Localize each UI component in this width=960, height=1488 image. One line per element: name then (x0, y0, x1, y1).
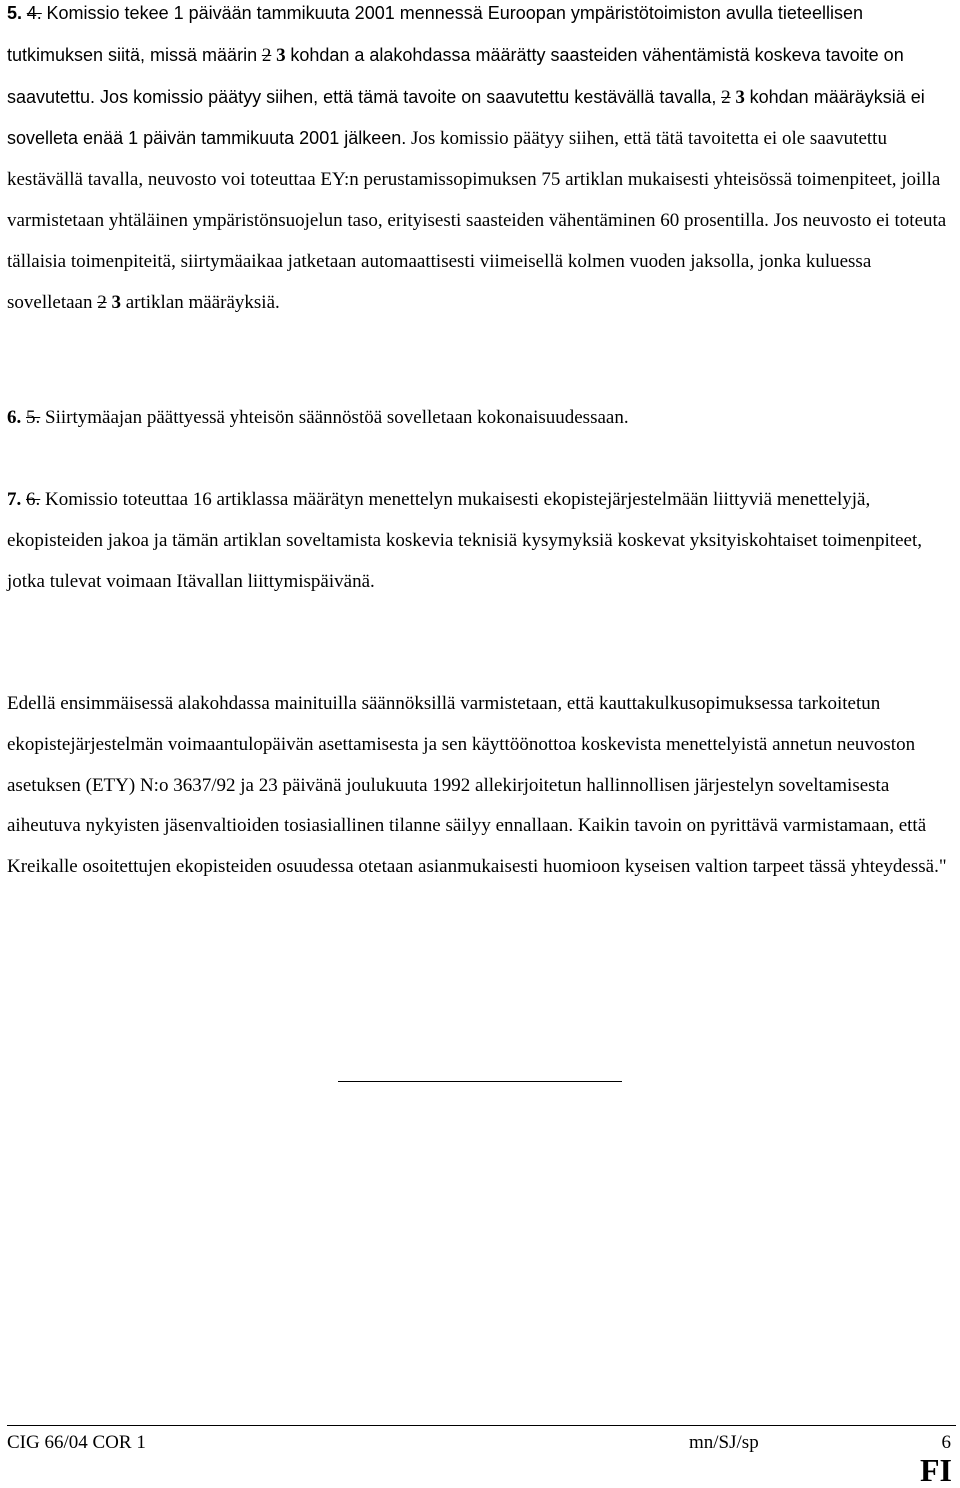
inserted-reference: 3 (111, 291, 121, 313)
paragraph-text: kohdan a alakohdassa määrätty saasteiden vähentämistä koskeva tavoite on saavutettu. Jos komissio päätyy siihen, että tämä tavoite on saavutettu kestävällä tavalla, (7, 44, 904, 107)
paragraph-number: 6. (7, 407, 22, 428)
author-initials: mn/SJ/sp (689, 1432, 759, 1453)
deleted-reference: 2 (97, 291, 107, 313)
paragraph-text: Komissio toteuttaa 16 artiklassa määrätyn menettelyn mukaisesti ekopistejärjestelmään liittyviä menettelyjä, ekopisteiden jakoa ja tämän artiklan soveltamista koskevia teknisiä kysymyksiä koskevat yksityiskohtaiset toimenpiteet, jotka tulevat voimaan Itävallan liittymispäivänä. (7, 489, 922, 592)
deleted-reference: 2 (261, 44, 272, 66)
paragraph-text: Jos neuvosto ei toteuta tällaisia toimenpiteitä, siirtymäaikaa jatketaan automaattisesti viimeisellä kolmen vuoden jaksolla, jonka kuluessa sovelletaan (7, 209, 947, 313)
paragraph-text: artiklan määräyksiä. (125, 291, 280, 313)
document-reference: CIG 66/04 COR 1 (7, 1432, 146, 1453)
paragraph-number: 5. (7, 3, 23, 23)
paragraph-text: Siirtymäajan päättyessä yhteisön säännöstöä sovelletaan kokonaisuudessaan. (45, 407, 629, 428)
paragraph-text: Komissio tekee 1 päivään tammikuuta 2001 mennessä Euroopan ympäristötoimiston avulla tieteellisen tutkimuksen siitä, missä määrin (7, 3, 863, 65)
inserted-reference: 3 (276, 44, 286, 66)
deleted-reference: 2 (721, 86, 731, 108)
paragraph-text: kohdan määräyksiä ei sovelleta enää 1 päivän tammikuuta 2001 jälkeen. (7, 86, 925, 149)
paragraph-5 (7, 0, 955, 323)
deleted-paragraph-number: 5. (26, 407, 41, 428)
paragraph-6 (7, 398, 955, 439)
paragraph-text: Jos komissio päätyy siihen, että tätä tavoitetta ei ole saavutettu kestävällä tavalla, neuvosto voi toteuttaa EY:n perustamissopimuksen 75 artiklan mukaisesti yhteisössä toimenpiteet, joilla varmistetaan yhtäläinen ympäristönsuojelun taso, erityisesti saasteiden vähentäminen 60 prosentilla. (7, 128, 941, 231)
language-code: FI (920, 1452, 952, 1488)
end-separator-line (338, 1081, 622, 1082)
page-footer (7, 1432, 955, 1458)
paragraph-closing (7, 684, 955, 888)
page-number: 6 (941, 1432, 951, 1453)
deleted-paragraph-number: 6. (26, 489, 41, 510)
deleted-paragraph-number: 4. (26, 3, 42, 23)
footer-rule (7, 1425, 956, 1426)
inserted-reference: 3 (735, 86, 745, 108)
paragraph-number: 7. (7, 489, 22, 510)
paragraph-7 (7, 480, 955, 602)
paragraph-text: Edellä ensimmäisessä alakohdassa mainituilla säännöksillä varmistetaan, että kauttakulkusopimuksessa tarkoitetun ekopistejärjestelmän voimaantulopäivän asettamisesta ja sen käyttöönottoa koskevista menettelyistä annetun neuvoston asetuksen (ETY) N:o 3637/92 ja 23 päivänä joulukuuta 1992 allekirjoitetun hallinnollisen järjestelyn soveltamisesta aiheutuva nykyisten jäsenvaltioiden tosiasiallinen tilanne säilyy ennallaan. Kaikin tavoin on pyrittävä varmistamaan, että Kreikalle osoitettujen ekopisteiden osuudessa otetaan asianmukaisesti huomioon kyseisen valtion tarpeet tässä yhteydessä." (7, 693, 947, 878)
